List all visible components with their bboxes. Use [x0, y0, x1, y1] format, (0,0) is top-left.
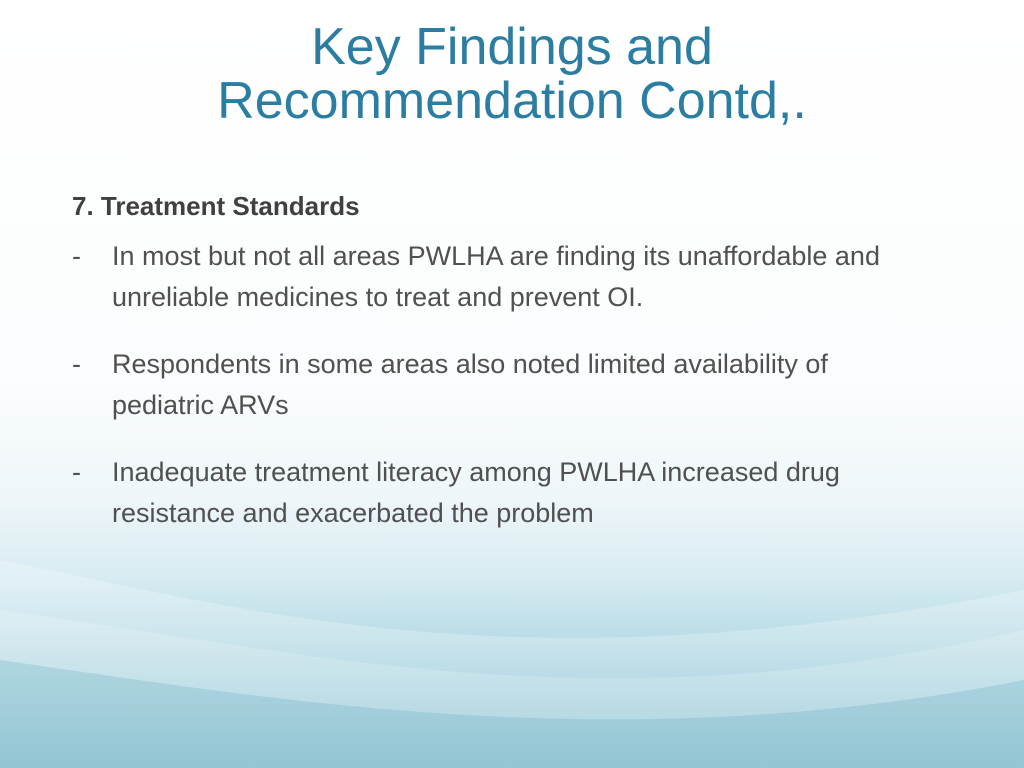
slide-title: [0, 20, 1024, 128]
section-heading: 7. Treatment Standards: [72, 191, 360, 221]
title-line-2: Recommendation Contd,.: [217, 72, 807, 130]
bullet-text: Respondents in some areas also noted limited availability of pediatric ARVs: [112, 349, 828, 420]
bullet-text: In most but not all areas PWLHA are finding its unaffordable and unreliable medicines to treat and prevent OI.: [112, 241, 880, 312]
slide-body: [72, 186, 932, 560]
bullet-marker: -: [72, 241, 81, 271]
title-line-1: Key Findings and: [311, 18, 713, 76]
bullet-marker: -: [72, 457, 81, 487]
bullet-text: Inadequate treatment literacy among PWLHA increased drug resistance and exacerbated the problem: [112, 457, 840, 528]
bullet-item-2: [72, 344, 932, 426]
bullet-item-3: [72, 452, 932, 534]
bullet-marker: -: [72, 349, 81, 379]
bullet-item-1: [72, 236, 932, 318]
